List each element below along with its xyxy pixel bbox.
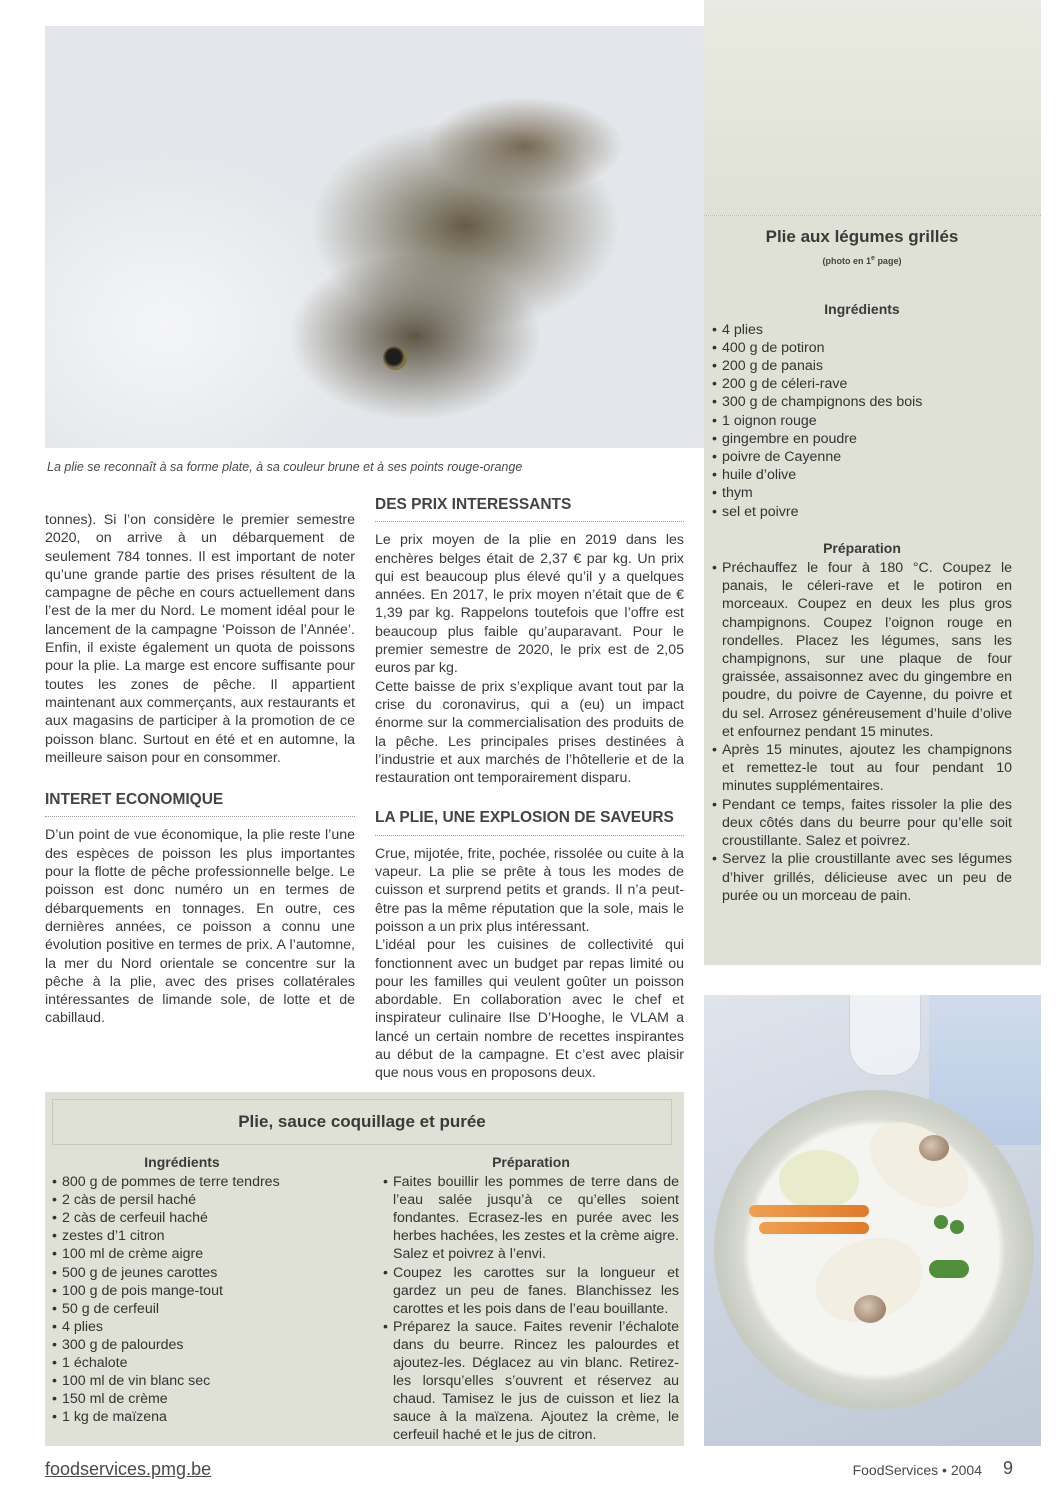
paragraph: D’un point de vue économique, la plie reste l’une des espèces de poisson les plus importantes pour la flotte de pêche professionnelle belge. Le poisson est donc numéro un en termes de débarquements en tonnages. En outre, ces dernières années, ce poisson a connu une évolution positive en termes de prix. A l’automne, la mer du Nord orientale se concentre sur la pêche à la plie, avec des prises collatérales intéressantes de limande sole, de lotte et de cabillaud. bbox=[45, 827, 355, 1027]
list-item: • 1 échalote bbox=[52, 1354, 312, 1372]
list-item: • 200 g de panais bbox=[712, 357, 1012, 375]
recipe-title-bar: Plie, sauce coquillage et purée bbox=[52, 1099, 672, 1145]
list-item: • 2 càs de persil haché bbox=[52, 1191, 312, 1209]
carrot bbox=[749, 1205, 869, 1217]
list-item: • 50 g de cerfeuil bbox=[52, 1300, 312, 1318]
list-item: • 4 plies bbox=[712, 321, 1012, 339]
ingredients-list bbox=[712, 321, 1012, 521]
list-item: • 100 ml de crème aigre bbox=[52, 1245, 312, 1263]
list-item: • Servez la plie croustillante avec ses légumes d’hiver grillés, délicieuse avec un peu de purée ou un morceau de pain. bbox=[712, 850, 1012, 905]
section-heading-prix: DES PRIX INTERESSANTS bbox=[375, 496, 684, 522]
section-heading-saveurs: LA PLIE, UNE EXPLOSION DE SAVEURS bbox=[375, 809, 684, 835]
ingredients-heading: Ingrédients bbox=[824, 301, 900, 318]
clam bbox=[919, 1135, 949, 1161]
carrot bbox=[759, 1222, 869, 1234]
article-column-2 bbox=[375, 496, 684, 1083]
list-item: • poivre de Cayenne bbox=[712, 448, 1012, 466]
list-item: • 500 g de jeunes carottes bbox=[52, 1264, 312, 1282]
list-item: • Préparez la sauce. Faites revenir l’échalote dans du beurre. Rincez les palourdes et ajoutez-les. Déglacez au vin blanc. Retirez-les lorsqu’elles s’ouvrent et réservez au chaud. Tamisez le jus de cuisson et liez la sauce à la maïzena. Ajoutez la crème, le cerfeuil haché et le jus de citron. bbox=[383, 1318, 679, 1445]
recipe-bottom-preparation bbox=[383, 1153, 679, 1445]
fish-fillet bbox=[854, 1105, 984, 1225]
pea bbox=[934, 1215, 948, 1229]
wine-glass bbox=[849, 995, 921, 1076]
preparation-list bbox=[712, 559, 1012, 905]
list-item: • 200 g de céleri-rave bbox=[712, 375, 1012, 393]
photo-caption: La plie se reconnaît à sa forme plate, à sa couleur brune et à ses points rouge-orange bbox=[47, 460, 523, 474]
list-item: • 4 plies bbox=[52, 1318, 312, 1336]
page-number: 9 bbox=[1002, 1458, 1013, 1478]
list-item: • 800 g de pommes de terre tendres bbox=[52, 1173, 312, 1191]
list-item: • 1 kg de maïzena bbox=[52, 1408, 312, 1426]
list-item: • Faites bouillir les pommes de terre dans de l’eau salée jusqu’à ce qu’elles soient fondantes. Ecrasez-les en purée avec les herbes hachées, les zestes et la crème aigre. Salez et poivrez à l’envi. bbox=[383, 1173, 679, 1263]
list-item: • thym bbox=[712, 484, 1012, 502]
list-item: • 300 g de champignons des bois bbox=[712, 393, 1012, 411]
list-item: • 1 oignon rouge bbox=[712, 412, 1012, 430]
preparation-list bbox=[383, 1173, 679, 1444]
list-item: • sel et poivre bbox=[712, 503, 1012, 521]
list-item: • 400 g de potiron bbox=[712, 339, 1012, 357]
preparation-heading: Préparation bbox=[823, 539, 901, 556]
footer-magazine: FoodServices • 2004 bbox=[852, 1462, 982, 1478]
section-heading-economique: INTERET ECONOMIQUE bbox=[45, 791, 355, 817]
list-item: • 100 ml de vin blanc sec bbox=[52, 1372, 312, 1390]
side-panel-photo-area bbox=[704, 0, 1041, 216]
intro-paragraph: tonnes). Si l’on considère le premier semestre 2020, on arrive à un débarquement de seulement 784 tonnes. Il est important de noter qu’une grande partie des prises résultent de la campagne de pêche en cours actuellement dans l’est de la mer du Nord. Le moment idéal pour le lancement de la campagne ‘Poisson de l’Année’. Enfin, il existe également un quota de poissons pour la plie. La marge est encore suffisante pour toutes les zones de pêche. Il appartient maintenant aux commerçants, aux restaurants et aux magasins de participer à la promotion de ce poisson blanc. Surtout en été et en automne, la meilleure saison pour en consommer. bbox=[45, 512, 355, 766]
plaice-photo bbox=[45, 26, 710, 448]
ingredients-list bbox=[52, 1173, 312, 1426]
paragraph: Crue, mijotée, frite, pochée, rissolée ou cuite à la vapeur. La plie se prête à tous les modes de cuisson et surprend petits et grands. Il n’a peut-être pas la même réputation que la sole, mais le poisson a un prix plus intéressant. bbox=[375, 845, 684, 935]
list-item: • Coupez les carottes sur la longueur et gardez un peu de fanes. Blanchissez les carottes et les pois dans de l’eau bouillante. bbox=[383, 1264, 679, 1318]
list-item: • Après 15 minutes, ajoutez les champignons et remettez-le tout au four pendant 10 minutes supplémentaires. bbox=[712, 741, 1012, 796]
paragraph: L’idéal pour les cuisines de collectivité qui fonctionnent avec un budget par repas limité ou pour les familles qui veulent goûter un poisson abordable. En collaboration avec le chef et inspirateur culinaire Ilse D’Hooghe, le VLAM a lancé un certain nombre de recettes inspirantes au début de la campagne. Et c’est avec plaisir que nous vous en proposons deux. bbox=[375, 937, 684, 1082]
recipe-plie-legumes bbox=[712, 228, 1012, 905]
puree bbox=[779, 1150, 859, 1210]
fish-eye bbox=[383, 346, 407, 370]
pea bbox=[950, 1220, 964, 1234]
plate bbox=[714, 1090, 1034, 1410]
recipe-title: Plie aux légumes grillés bbox=[765, 227, 959, 246]
list-item: • zestes d’1 citron bbox=[52, 1227, 312, 1245]
recipe-bottom-ingredients bbox=[52, 1153, 312, 1426]
recipe-subtitle: (photo en 1e page) bbox=[822, 255, 902, 267]
list-item: • Préchauffez le four à 180 °C. Coupez le panais, le céleri-rave et le potiron en morceaux. Coupez en deux les plus gros champignons. Coupez l’oignon rouge en rondelles. Placez les légumes, sans les champignons, sur une plaque de four graissée, assaisonnez avec du gingembre en poudre, du poivre de Cayenne, du poivre et du sel. Arrosez généreusement d’huile d’olive et enfournez pendant 15 minutes. bbox=[712, 559, 1012, 741]
ingredients-heading: Ingrédients bbox=[144, 1154, 220, 1170]
paragraph: Cette baisse de prix s’explique avant tout par la crise du coronavirus, qui a (eu) un impact énorme sur la commercialisation des produits de la pêche. Les principales prises destinées à l’industrie et aux marchés de l’hôtellerie et de la restauration ont temporairement disparu. bbox=[375, 678, 684, 787]
article-column-1 bbox=[45, 511, 355, 1028]
list-item: • 150 ml de crème bbox=[52, 1390, 312, 1408]
list-item: • Pendant ce temps, faites rissoler la plie des deux côtés dans du beurre pour qu’elle soit croustillante. Salez et poivrez. bbox=[712, 796, 1012, 851]
list-item: • 300 g de palourdes bbox=[52, 1336, 312, 1354]
pea-pod bbox=[929, 1260, 969, 1278]
list-item: • gingembre en poudre bbox=[712, 430, 1012, 448]
list-item: • 100 g de pois mange-tout bbox=[52, 1282, 312, 1300]
clam bbox=[854, 1295, 886, 1323]
footer-website-link[interactable]: foodservices.pmg.be bbox=[45, 1459, 212, 1479]
list-item: • huile d’olive bbox=[712, 466, 1012, 484]
paragraph: Le prix moyen de la plie en 2019 dans les enchères belges était de 2,37 € par kg. Un prix qui est beaucoup plus élevé qu’il y a quelques années. En 2017, le prix moyen n’était que de € 1,39 par kg. Rappelons toutefois que l’offre est beaucoup plus faible qu’auparavant. Pour le premier semestre de 2020, le prix est de 2,05 euros par kg. bbox=[375, 532, 684, 677]
dish-photo bbox=[704, 995, 1041, 1446]
list-item: • 2 càs de cerfeuil haché bbox=[52, 1209, 312, 1227]
preparation-heading: Préparation bbox=[492, 1154, 570, 1170]
